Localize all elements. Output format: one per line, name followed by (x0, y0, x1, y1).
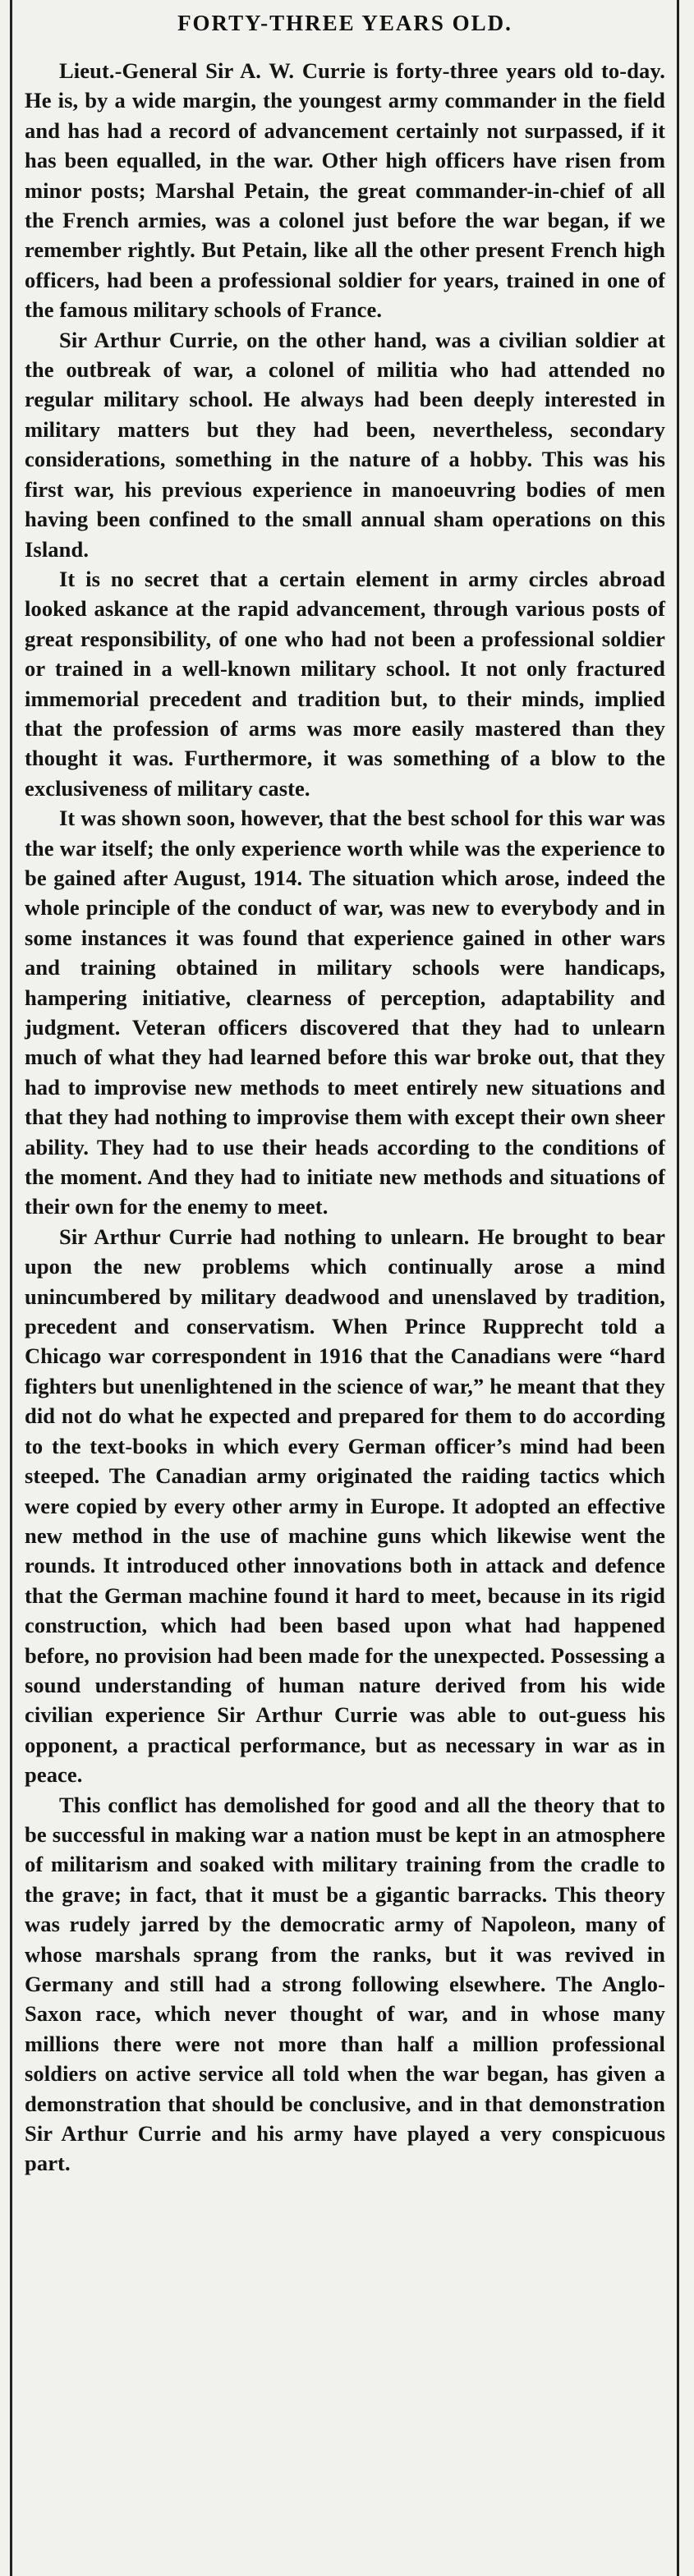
article-paragraph-3: It is no secret that a certain element in army circles abroad looked askance at the rapid advancement, through various posts of great responsibility, of one who had not been a professional soldier or trained in a well-known military school. It not only fractured immemorial precedent and tradition but, to their minds, implied that the profession of arms was more easily mastered than they thought it was. Furthermore, it was something of a blow to the exclusiveness of military caste. (25, 566, 665, 801)
article-paragraph-5: Sir Arthur Currie had nothing to unlearn. He brought to bear upon the new problems which continually arose a mind unincumbered by military deadwood and unenslaved by tradition, precedent and conservatism. When Prince Rupprecht told a Chicago war correspondent in 1916 that the Canadians were “hard fighters but unenlightened in the science of war,” he meant that they did not do what he expected and prepared for them to do according to the text-books in which every German officer’s mind had been steeped. The Canadian army originated the raiding tactics which were copied by every other army in Europe. It adopted an effective new method in the use of machine guns which likewise went the rounds. It introduced other innovations both in attack and defence that the German machine found it hard to meet, because in its rigid construction, which had been based upon what had happened before, no provision had been made for the unexpected. Possessing a sound understanding of human nature derived from his wide civilian experience Sir Arthur Currie was able to out-guess his opponent, a practical performance, but as necessary in war as in peace. (25, 1224, 665, 1788)
article-paragraph-6: This conflict has demolished for good and all the theory that to be successful in making war a nation must be kept in an atmosphere of militarism and soaked with military training from the cradle to the grave; in fact, that it must be a gigantic barracks. This theory was rudely jarred by the democratic army of Napoleon, many of whose marshals sprang from the ranks, but it was revived in Germany and still had a strong following elsewhere. The Anglo-Saxon race, which never thought of war, and in whose many millions there were not more than half a million professional soldiers on active service all told when the war began, has given a demonstration that should be conclusive, and in that demonstration Sir Arthur Currie and his army have played a very conspicuous part. (25, 1792, 665, 2176)
article-paragraph-4: It was shown soon, however, that the best school for this war was the war itself; the only experience worth while was the experience to be gained after August, 1914. The situation which arose, indeed the whole principle of the conduct of war, was new to everybody and in some instances it was found that experience gained in other wars and training obtained in military schools were handicaps, hampering initiative, clearness of perception, adaptability and judgment. Veteran officers discovered that they had to unlearn much of what they had learned before this war broke out, that they had to improvise new methods to meet entirely new situations and that they had nothing to improvise them with except their own sheer ability. They had to use their heads according to the conditions of the moment. And they had to initiate new methods and situations of their own for the enemy to meet. (25, 806, 665, 1219)
column-rule-right (677, 0, 679, 2576)
article-paragraph-1: Lieut.-General Sir A. W. Currie is forty-three years old to-day. He is, by a wide margin, the youngest army commander in the field and has had a record of advancement certainly not surpassed, if it has been equalled, in the war. Other high officers have risen from minor posts; Marshal Petain, the great commander-in-chief of all the French armies, was a colonel just before the war began, if we remember rightly. But Petain, like all the other present French high officers, had been a professional soldier for years, trained in one of the famous military schools of France. (25, 58, 665, 323)
article-column (25, 8, 665, 2179)
article-title: FORTY-THREE YEARS OLD. (177, 11, 512, 35)
article-paragraph-2: Sir Arthur Currie, on the other hand, was a civilian soldier at the outbreak of war, a colonel of militia who had attended no regular military school. He always had been deeply interested in military matters but they had been, nevertheless, secondary considerations, something in the nature of a hobby. This was his first war, his previous experience in manoeuvring bodies of men having been confined to the small annual sham operations on this Island. (25, 327, 665, 562)
column-rule-left (10, 0, 12, 2576)
